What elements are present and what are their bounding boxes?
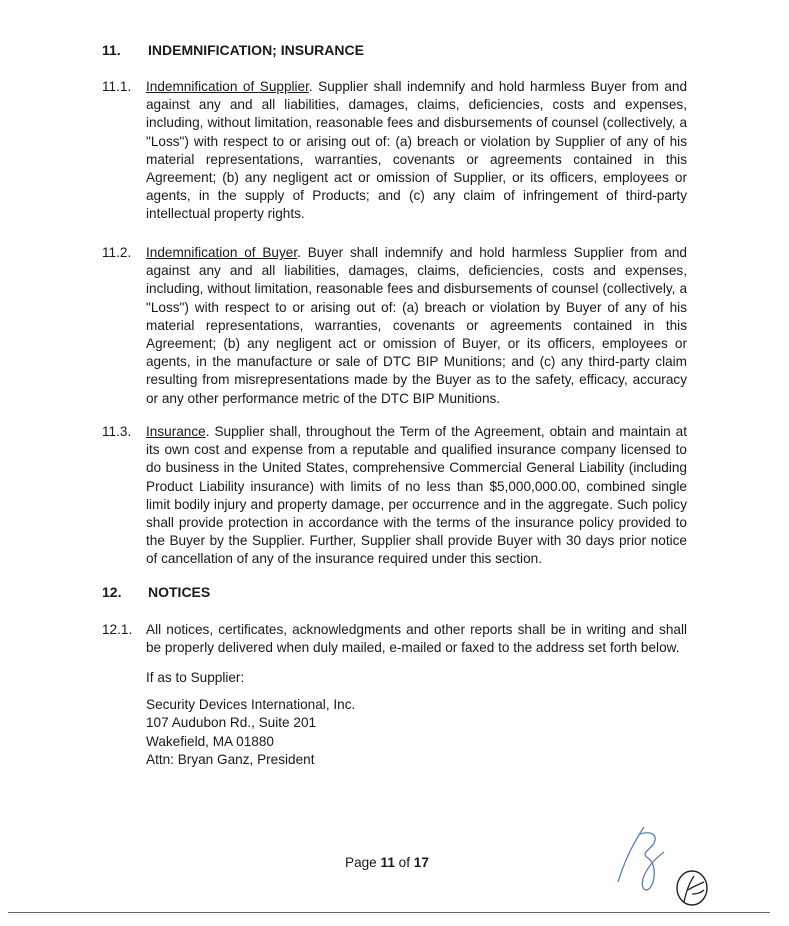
clause-text (146, 78, 687, 224)
page-current: 11 (380, 855, 395, 870)
page-of: of (394, 855, 414, 870)
clause-text: All notices, certificates, acknowledgments and other reports shall be in writing and shall be properly delivered when duly mailed, e-mailed or faxed to the address set forth below. (146, 622, 687, 656)
clause-11-2 (102, 244, 687, 408)
clause-heading: Indemnification of Buyer (146, 245, 298, 260)
address-line: Attn: Bryan Ganz, President (146, 752, 315, 768)
clause-heading: Insurance (146, 424, 206, 439)
clause-body: . Supplier shall indemnify and hold harmless Buyer from and against any and all liabilities, damages, claims, deficiencies, costs and expenses, including, without limitation, reasonable fees and disbursements of counsel (collectively, a "Loss") with respect to or arising out of: (a) breach or violation by Supplier of any of his material representations, warranties, covenants or agreements contained in this Agreement; (b) any negligent act or omission of Supplier, or its officers, employees or agents, in the supply of Products; and (c) any claim of infringement of third-party intellectual property rights. (146, 79, 688, 222)
address-line: Security Devices International, Inc. (146, 697, 356, 712)
clause-heading: Indemnification of Supplier (146, 79, 309, 94)
page-total: 17 (413, 855, 429, 870)
section-title: NOTICES (148, 584, 211, 600)
address-line: 107 Audubon Rd., Suite 201 (146, 715, 317, 731)
clause-body: . Buyer shall indemnify and hold harmless Supplier from and against any and all liabilities, damages, claims, deficiencies, costs and expenses, including, without limitation, reasonable fees and disbursements of counsel (collectively, a "Loss") with respect to or arising out of: (a) breach or violation by Buyer of any of his material representations, warranties, covenants or agreements contained in this Agreement; (b) any negligent act or omission of Buyer, or its officers, employees or agents, in the manufacture or sale of DTC BIP Munitions; and (c) any third-party claim resulting from misrepresentations made by the Buyer as to the safety, efficacy, accuracy or any other performance metric of the DTC BIP Munitions. (146, 245, 687, 406)
clause-text (146, 423, 687, 569)
clause-number: 11.2. (102, 245, 132, 260)
section-title: INDEMNIFICATION; INSURANCE (148, 42, 364, 58)
address-line: Wakefield, MA 01880 (146, 733, 274, 749)
clause-11-3 (102, 423, 687, 569)
section-number: 11. (102, 42, 121, 58)
page-number (345, 855, 429, 870)
clause-12-1 (102, 621, 687, 657)
clause-number: 11.3. (102, 424, 132, 439)
clause-number: 12.1. (102, 622, 133, 637)
clause-11-1 (102, 78, 687, 224)
section-number: 12. (102, 584, 122, 600)
clause-text (146, 244, 687, 408)
if-as-to-label: If as to Supplier: (146, 670, 245, 685)
supplier-address (146, 696, 355, 770)
clause-body: . Supplier shall, throughout the Term of the Agreement, obtain and maintain at its own cost and expense from a reputable and qualified insurance company licensed to do business in the United States, comprehensive Commercial General Liability (including Product Liability insurance) with limits of no less than $5,000,000.00, combined single limit bodily injury and property damage, per occurrence and in the aggregate. Such policy shall provide protection in accordance with the terms of the insurance policy provided to the Buyer by the Supplier. Further, Supplier shall provide Buyer with 30 days prior notice of cancellation of any of the insurance required under this section. (146, 424, 687, 567)
footer-divider (8, 912, 770, 913)
signature-stroke-b (618, 827, 664, 890)
clause-number: 11.1. (102, 79, 132, 94)
initials-stroke (684, 876, 704, 902)
handwritten-initials (612, 822, 722, 912)
page-prefix: Page (345, 855, 381, 870)
